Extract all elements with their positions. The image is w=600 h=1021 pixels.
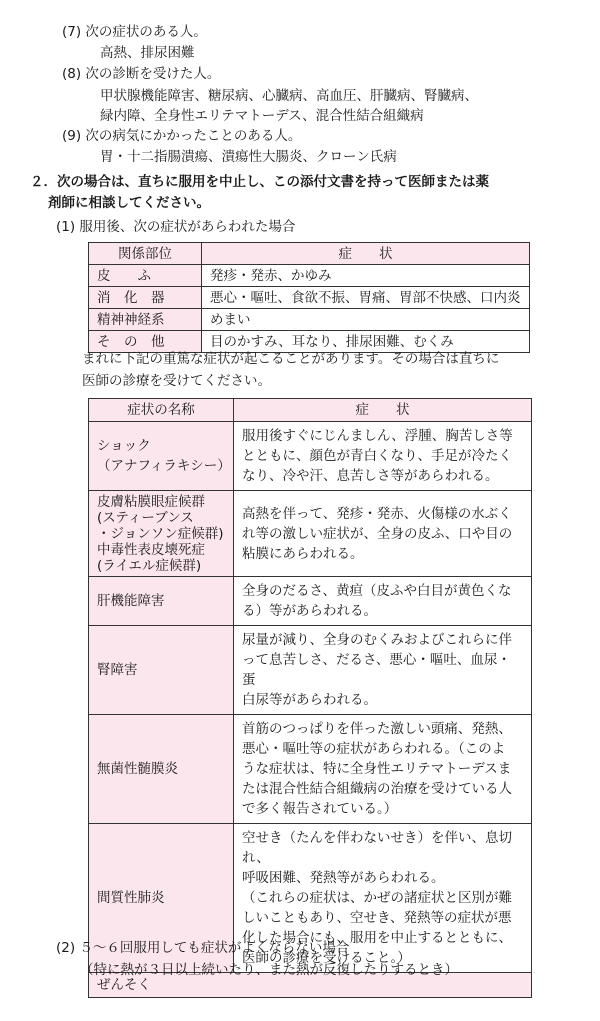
table1-header-symptom: 症 状 (202, 243, 530, 265)
table1-symptom: 発疹・発赤、かゆみ (202, 265, 530, 287)
table2-name: 腎障害 (89, 626, 234, 715)
table2-header-symptom: 症 状 (234, 399, 532, 422)
table-row (89, 491, 532, 577)
note-line-1: まれに下記の重篤な症状が起こることがあります。その場合は直ちに (82, 351, 500, 367)
table1-symptom: めまい (202, 309, 530, 331)
table-row (89, 422, 532, 491)
table1-part: 皮 ふ (89, 265, 202, 287)
section2-heading-1: ２．次の場合は、直ちに服用を中止し、この添付文書を持って医師または薬 (30, 174, 489, 190)
table2-header-name: 症状の名称 (89, 399, 234, 422)
item-8-detail-1: 甲状腺機能障害、糖尿病、心臓病、高血圧、肝臓病、腎臓病、 (100, 88, 478, 104)
note-line-2: 医師の診療を受けてください。 (82, 373, 271, 389)
table2-symptom: 高熱を伴って、発疹・発赤、火傷様の水ぶく れ等の激しい症状が、全身の皮ふ、口や目の 粘膜にあらわれる。 (234, 491, 532, 577)
table2-header (89, 399, 532, 422)
sub1-heading: (1) 服用後、次の症状があらわれた場合 (56, 219, 296, 235)
table1-part: そ の 他 (89, 331, 202, 353)
table1-part: 消 化 器 (89, 287, 202, 309)
table-row (89, 265, 530, 287)
item-7-detail: 高熱、排尿困難 (100, 45, 195, 61)
table-row (89, 626, 532, 715)
table1-symptom: 悪心・嘔吐、食欲不振、胃痛、胃部不快感、口内炎 (202, 287, 530, 309)
table2-name: 皮膚粘膜眼症候群 (スティーブンス ・ジョンソン症候群) 中毒性表皮壊死症 (ライエル症候群) (89, 491, 234, 577)
item-8-detail-2: 緑内障、全身性エリテマトーデス、混合性結合組織病 (100, 108, 424, 124)
table1-header (89, 243, 530, 265)
table2-symptom: 空せき（たんを伴わないせき）を伴い、息切れ、 呼吸困難、発熱等があらわれる。 （これらの症状は、かぜの諸症状と区別が難 しいこともあり、空せき、発熱等の症状が悪 化した場合にも、服用を中止するとともに、 医師の診療を受けること。） (234, 824, 532, 973)
table2-name: 間質性肺炎 (89, 824, 234, 973)
sub2-detail: （特に熱が３日以上続いたり、また熱が反復したりするとき） (80, 962, 458, 978)
severe-symptom-table (88, 398, 532, 998)
table-row (89, 577, 532, 626)
table2-name: ショック （アナフィラキシー） (89, 422, 234, 491)
table-row (89, 715, 532, 824)
item-7-title: (7) 次の症状のある人。 (62, 24, 207, 40)
symptom-table-1 (88, 242, 530, 353)
table1-symptom: 目のかすみ、耳なり、排尿困難、むくみ (202, 331, 530, 353)
table-row (89, 309, 530, 331)
table1-header-part: 関係部位 (89, 243, 202, 265)
table2-symptom: 服用後すぐにじんましん、浮腫、胸苦しさ等 とともに、顔色が青白くなり、手足が冷たく なり、冷や汗、息苦しさ等があらわれる。 (234, 422, 532, 491)
table2-symptom: 首筋のつっぱりを伴った激しい頭痛、発熱、 悪心・嘔吐等の症状があらわれる。（このよ うな症状は、特に全身性エリテマトーデスま たは混合性結合組織病の治療を受けている人 で多く報告されている。） (234, 715, 532, 824)
table2-name: 肝機能障害 (89, 577, 234, 626)
table2-symptom: 尿量が減り、全身のむくみおよびこれらに伴 って息苦しさ、だるさ、悪心・嘔吐、血尿・蛋 白尿等があらわれる。 (234, 626, 532, 715)
table2-symptom: 全身のだるさ、黄疸（皮ふや白目が黄色くな る）等があらわれる。 (234, 577, 532, 626)
item-9-detail: 胃・十二指腸潰瘍、潰瘍性大腸炎、クローン氏病 (100, 149, 397, 165)
section2-heading-2: 剤師に相談してください。 (48, 195, 210, 211)
table2-last-row: ぜんそく (89, 973, 532, 998)
table2-name: 無菌性髄膜炎 (89, 715, 234, 824)
table1-part: 精神神経系 (89, 309, 202, 331)
sub2-heading: (2) ５～６回服用しても症状がよくならない場合 (56, 940, 350, 956)
item-8-title: (8) 次の診断を受けた人。 (62, 66, 221, 82)
item-9-title: (9) 次の病気にかかったことのある人。 (62, 128, 302, 144)
table-row (89, 287, 530, 309)
